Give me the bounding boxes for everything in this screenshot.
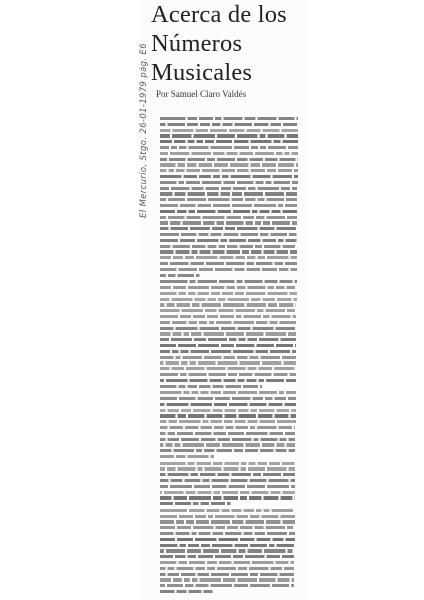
article-body [160,117,302,599]
body-text-line [160,479,299,482]
body-text-line [160,467,299,470]
body-text-line [160,555,298,558]
body-text-line [160,216,301,219]
body-text-line [160,309,300,312]
body-text-line [160,561,298,564]
body-text-line [160,332,300,335]
body-text-line [160,298,301,301]
body-text-line [160,175,302,178]
body-text-line [160,169,302,172]
body-text-line [160,520,299,523]
body-text-line [160,338,300,341]
body-text-line [160,449,299,452]
body-text-line [160,327,300,330]
body-text-line [160,455,299,458]
body-text-line [160,373,300,376]
body-text-line [160,367,300,370]
body-text-line [160,262,301,265]
body-text-line [160,420,300,423]
body-text-line [160,532,299,535]
body-text-line [160,274,301,277]
body-text-line [160,462,299,465]
body-text-line [160,303,300,306]
body-text-line [160,356,300,359]
body-text-line [160,321,300,324]
body-text-line [160,181,302,184]
body-text-line [160,409,300,412]
body-text-line [160,250,301,253]
body-text-line [160,584,298,587]
body-text-line [160,140,302,143]
body-text-line [160,361,300,364]
body-text-line [160,538,299,541]
body-text-line [160,509,299,512]
handwritten-source-note: El Mercurio, Stgo. 26-01-1979 pág. E6 [139,43,149,218]
body-text-line [160,204,301,207]
body-text-line [160,385,300,388]
body-text-line [160,496,299,499]
body-text-line [160,473,299,476]
body-text-line [160,344,300,347]
body-text-line [160,526,299,529]
body-text-line [160,432,299,435]
title-line: Musicales [151,59,253,86]
body-text-line [160,549,298,552]
body-text-line [160,315,300,318]
body-text-line [160,426,299,429]
body-text-line [160,187,301,190]
body-text-line [160,117,302,120]
body-text-line [160,129,302,132]
body-text-line [160,350,300,353]
body-text-line [160,502,299,505]
body-text-line [160,268,301,271]
body-text-line [160,286,301,289]
body-text-line [160,397,300,400]
body-text-line [160,573,298,576]
body-text-line [160,590,298,593]
article-title [151,0,301,87]
body-text-line [160,414,300,417]
body-text-line [160,280,301,283]
title-line: Números [151,30,243,57]
body-text-line [160,391,300,394]
body-text-line [160,245,301,248]
body-text-line [160,403,300,406]
body-text-line [160,379,300,382]
body-text-line [160,567,298,570]
body-text-line [160,227,301,230]
body-text-line [160,192,301,195]
body-text-line [160,158,302,161]
body-text-line [160,221,301,224]
body-text-line [160,438,299,441]
byline: Por Samuel Claro Valdés [156,89,247,99]
title-line: Acerca de los [151,1,287,28]
body-text-line [160,491,299,494]
body-text-line [160,485,299,488]
body-text-line [160,198,301,201]
body-text-line [160,146,302,149]
body-text-line [160,233,301,236]
body-text-line [160,515,299,518]
body-text-line [160,544,298,547]
body-text-line [160,123,302,126]
body-text-line [160,163,302,166]
body-text-line [160,239,301,242]
body-text-line [160,134,302,137]
body-text-line [160,210,301,213]
body-text-line [160,578,298,581]
body-text-line [160,443,299,446]
body-text-line [160,152,302,155]
body-text-line [160,292,301,295]
body-text-line [160,256,301,259]
